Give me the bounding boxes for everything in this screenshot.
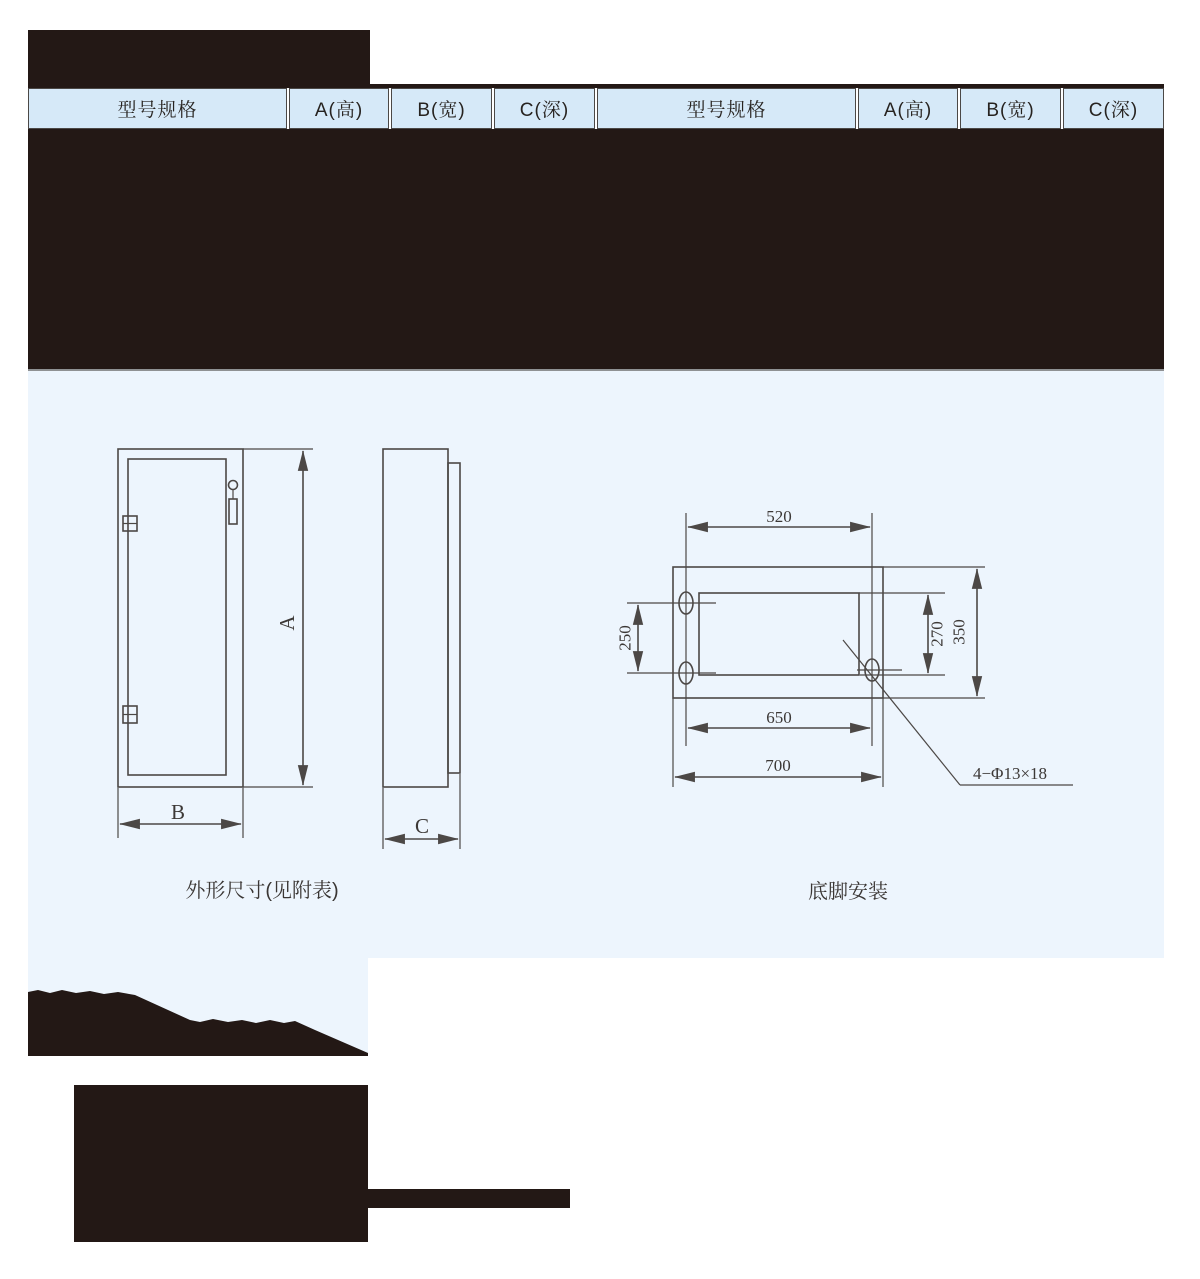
base-frame-inner [699, 593, 859, 675]
spec-table [28, 84, 1164, 129]
dim-700-label: 700 [765, 756, 791, 775]
side-door-edge [448, 463, 460, 773]
dim-b-label: B [170, 800, 186, 824]
dim-350-label: 350 [949, 619, 969, 645]
column-header-depth-2: C(深) [1063, 88, 1164, 129]
mounting-caption: 底脚安装 [808, 881, 888, 903]
redacted-footer-shape [28, 990, 368, 1056]
lock-knob [229, 481, 238, 490]
redacted-title-banner [28, 30, 370, 84]
holes-note-label: 4−Φ13×18 [972, 764, 1048, 783]
base-frame-outline [673, 567, 883, 698]
dim-270-label: 270 [927, 621, 947, 647]
cabinet-outline [118, 449, 243, 787]
cabinet-door [128, 459, 226, 775]
table-header-row [28, 88, 1164, 129]
dim-650-label: 650 [766, 708, 792, 727]
column-header-height-1: A(高) [289, 88, 389, 129]
redacted-footer-graphic [28, 958, 368, 1056]
dim-520-label: 520 [766, 507, 792, 526]
dim-c-label: C [414, 814, 430, 838]
lock-handle [229, 499, 237, 524]
redacted-table-rows [28, 129, 1164, 371]
drawings-panel [28, 371, 1164, 958]
column-header-width-1: B(宽) [391, 88, 492, 129]
holes-leader-line [843, 640, 960, 785]
side-body [383, 449, 448, 787]
front-view [118, 449, 313, 838]
technical-drawing [28, 371, 1164, 958]
outline-caption: 外形尺寸(见附表) [185, 880, 339, 902]
column-header-model-1: 型号规格 [28, 88, 287, 129]
column-header-depth-1: C(深) [494, 88, 595, 129]
mounting-view [616, 507, 1074, 787]
column-header-height-2: A(高) [858, 88, 958, 129]
dim-250-label: 250 [615, 625, 635, 651]
column-header-model-2: 型号规格 [597, 88, 856, 129]
column-header-width-2: B(宽) [960, 88, 1061, 129]
dim-a-label: A [275, 615, 299, 631]
redacted-footer-block [74, 1085, 368, 1242]
redacted-footer-bar [368, 1189, 570, 1208]
panel-extension [28, 958, 368, 1056]
side-view [383, 449, 460, 849]
